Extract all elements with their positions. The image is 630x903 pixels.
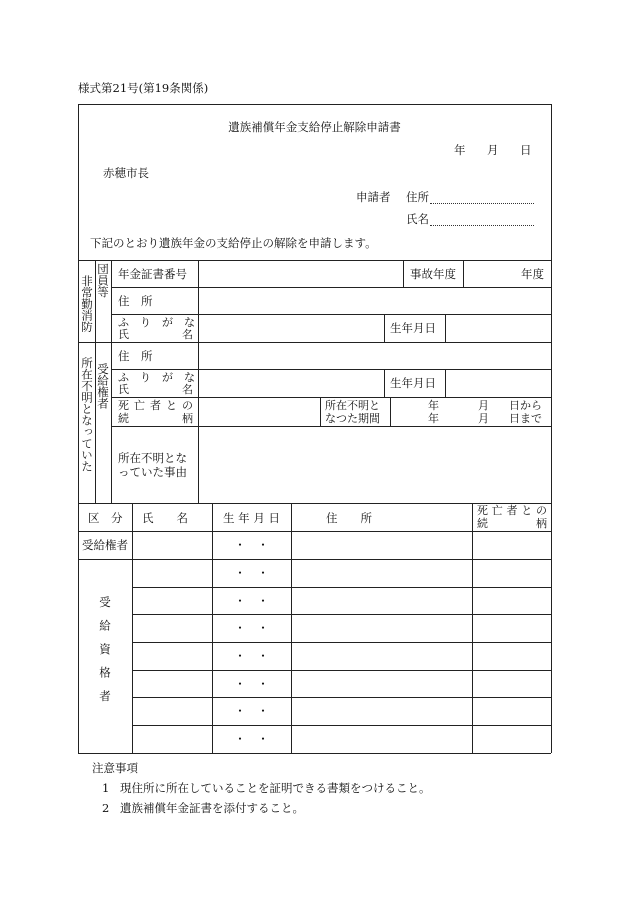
s1-birthdate-label: 生年月日 xyxy=(390,321,436,335)
date-dots-row-4: ・ ・ xyxy=(234,621,269,635)
missing-period-label-l2: なつた期間 xyxy=(325,412,380,425)
s2-address-field[interactable] xyxy=(199,343,550,369)
form-number: 様式第21号(第19条関係) xyxy=(78,81,209,95)
applicant-label: 申請者 xyxy=(356,190,391,204)
note-2-number: 2 xyxy=(102,801,110,815)
s2-address-label: 住 所 xyxy=(118,349,153,363)
header-category: 区 分 xyxy=(88,511,123,525)
applicant-name-label: 氏名 xyxy=(406,212,429,226)
s2-relation-field[interactable] xyxy=(199,398,319,426)
s2-birthdate-label: 生年月日 xyxy=(390,376,436,390)
date-month-label: 月 xyxy=(487,143,499,157)
section2-side-label-b: 受給権者 xyxy=(96,363,110,409)
period-from-month: 月 xyxy=(478,399,489,412)
applicant-name-line[interactable] xyxy=(430,225,534,226)
recipient-label: 受給権者 xyxy=(82,538,128,552)
missing-reason-field[interactable] xyxy=(199,427,550,503)
missing-period-label-l1: 所在不明と xyxy=(325,399,380,412)
accident-year-label: 事故年度 xyxy=(410,267,456,281)
s2-relation-label-l2: 続 柄 xyxy=(118,412,193,425)
s2-relation-label-l1: 死亡者との xyxy=(118,399,193,412)
header-relation-l2: 続 柄 xyxy=(477,517,547,530)
note-1-number: 1 xyxy=(102,781,110,795)
date-dots-row-6: ・ ・ xyxy=(234,677,269,691)
s1-address-label: 住 所 xyxy=(118,294,153,308)
s1-address-field[interactable] xyxy=(199,288,550,314)
eligible-label: 受給資格者 xyxy=(98,596,112,714)
s1-name-label: 氏 名 xyxy=(118,328,193,341)
date-dots-row-1: ・ ・ xyxy=(234,538,269,552)
s1-name-field[interactable] xyxy=(199,315,383,342)
s2-name-label: 氏 名 xyxy=(118,383,193,396)
period-to-day: 日まで xyxy=(509,412,542,425)
period-to-month: 月 xyxy=(478,412,489,425)
section1-side-label-a: 非常勤消防 xyxy=(80,275,94,333)
date-year-label: 年 xyxy=(454,143,466,157)
section1-side-label-b: 団員等 xyxy=(96,263,110,298)
header-birthdate: 生 年 月 日 xyxy=(223,511,280,525)
date-dots-row-7: ・ ・ xyxy=(234,704,269,718)
notes-heading: 注意事項 xyxy=(92,761,138,775)
date-dots-row-5: ・ ・ xyxy=(234,649,269,663)
missing-reason-label-l2: っていた事由 xyxy=(118,465,187,479)
note-2-text: 遺族補償年金証書を添付すること。 xyxy=(120,801,304,815)
date-dots-row-8: ・ ・ xyxy=(234,732,269,746)
statement: 下記のとおり遺族年金の支給停止の解除を申請します。 xyxy=(90,236,377,250)
date-dots-row-3: ・ ・ xyxy=(234,594,269,608)
form-title: 遺族補償年金支給停止解除申請書 xyxy=(228,120,401,134)
pension-number-field[interactable] xyxy=(199,261,402,287)
missing-reason-label-l1: 所在不明とな xyxy=(118,451,187,465)
s2-furigana-label: ふ り が な xyxy=(118,371,195,384)
accident-year-unit: 年度 xyxy=(521,267,544,281)
s2-name-field[interactable] xyxy=(199,370,383,397)
header-name: 氏 名 xyxy=(142,511,188,525)
date-day-label: 日 xyxy=(520,143,532,157)
section2-side-label-a: 所在不明となっていた xyxy=(80,357,94,472)
header-address: 住 所 xyxy=(326,511,372,525)
period-to-year: 年 xyxy=(428,412,439,425)
s1-birthdate-field[interactable] xyxy=(446,315,550,342)
period-from-year: 年 xyxy=(428,399,439,412)
period-from-day: 日から xyxy=(509,399,542,412)
date-dots-row-2: ・ ・ xyxy=(234,566,269,580)
applicant-address-label: 住所 xyxy=(406,190,429,204)
s2-birthdate-field[interactable] xyxy=(446,370,550,397)
s1-furigana-label: ふ り が な xyxy=(118,316,195,329)
pension-number-label: 年金証書番号 xyxy=(118,267,187,281)
addressee: 赤穂市長 xyxy=(103,166,149,180)
applicant-address-line[interactable] xyxy=(430,203,534,204)
header-relation-l1: 死亡者との xyxy=(477,504,547,517)
note-1-text: 現住所に所在していることを証明できる書類をつけること。 xyxy=(120,781,431,795)
